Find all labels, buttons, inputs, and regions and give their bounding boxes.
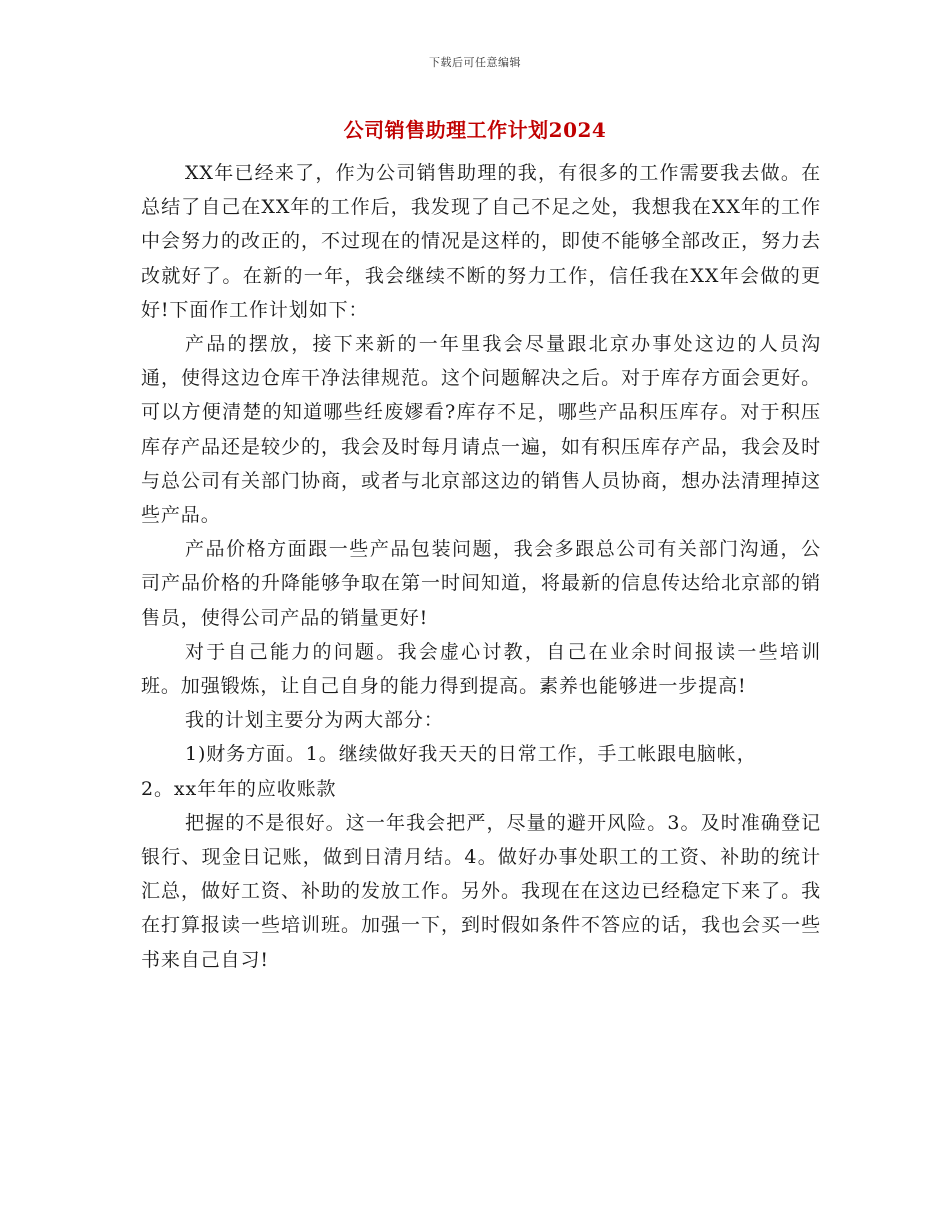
paragraph-product-placement: 产品的摆放，接下来新的一年里我会尽量跟北京办事处这边的人员沟通，使得这边仓库干净法律规范。这个问题解决之后。对于库存方面会更好。可以方便清楚的知道哪些纴废嫪看?库存不足，哪些产品积压库存。对于积压库存产品还是较少的，我会及时每月请点一遍，如有积压库存产品，我会及时与总公司有关部门协商，或者与北京部这边的销售人员协商，想办法清理掉这些产品。: [141, 333, 821, 527]
paragraph-product-pricing: 产品价格方面跟一些产品包装问题，我会多跟总公司有关部门沟通，公司产品价格的升降能够争取在第一时间知道，将最新的信息传达给北京部的销售员，使得公司产品的销量更好!: [141, 538, 821, 629]
document-title: 公司销售助理工作计划2024: [343, 118, 607, 142]
document-body: [141, 156, 821, 977]
paragraph-finance-details: 把握的不是很好。这一年我会把严，尽量的避开风险。3。及时准确登记银行、现金日记账，做到日清月结。4。做好办事处职工的工资、补助的统计汇总，做好工资、补助的发放工作。另外。我现在在这边已经稳定下来了。我在打算报读一些培训班。加强一下，到时假如条件不答应的话，我也会买一些书来自己自习!: [141, 811, 821, 971]
paragraph-finance-item-1: 1)财务方面。1。继续做好我天天的日常工作，手工帐跟电脑帐，: [185, 743, 757, 766]
paragraph-intro: XX年已经来了，作为公司销售助理的我，有很多的工作需要我去做。在总结了自己在XX年的工作后，我发现了自己不足之处，我想我在XX年的工作中会努力的改正的，不过现在的情况是这样的，即使不能够全部改正，努力去改就好了。在新的一年，我会继续不断的努力工作，信任我在XX年会做的更好!下面作工作计划如下：: [141, 162, 821, 321]
paragraph-plan-overview: 我的计划主要分为两大部分：: [185, 709, 444, 732]
page-header-note: 下载后可任意编辑: [429, 56, 521, 69]
paragraph-self-improvement: 对于自己能力的问题。我会虚心讨教，自己在业余时间报读一些培训班。加强锻炼，让自己自身的能力得到提高。素养也能够进一步提高!: [141, 640, 821, 698]
paragraph-finance-item-2: 2。xx年年的应收账款: [141, 777, 337, 800]
